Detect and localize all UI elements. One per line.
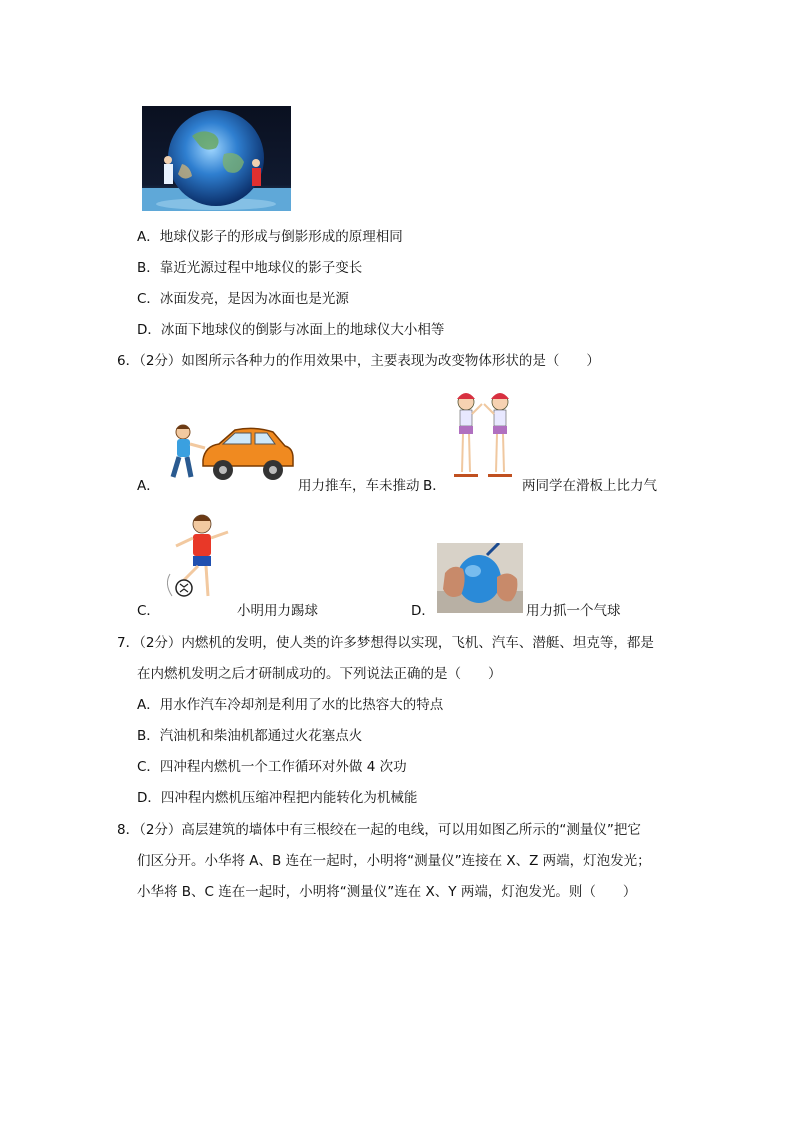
q6-stem: 6．（2分）如图所示各种力的作用效果中，主要表现为改变物体形状的是（ ） [117, 353, 600, 369]
q7-option-d: D．四冲程内燃机压缩冲程把内能转化为机械能 [137, 790, 418, 806]
q8-stem-line1: 8．（2分）高层建筑的墙体中有三根绞在一起的电线，可以用如图乙所示的“测量仪”把它 [117, 822, 641, 838]
q6-option-c-text: 小明用力踢球 [237, 603, 318, 619]
q6-option-b-text: 两同学在滑板上比力气 [522, 478, 657, 494]
q6-option-a-letter: A． [137, 478, 160, 494]
q7-stem-line2: 在内燃机发明之后才研制成功的。下列说法正确的是（ ） [137, 666, 502, 682]
q6-option-c-letter: C． [137, 603, 160, 619]
skateboard-girls-image [448, 388, 518, 486]
q5-option-a: A．地球仪影子的形成与倒影形成的原理相同 [137, 229, 403, 245]
q6-option-d-letter: D． [411, 603, 435, 619]
q7-option-a: A．用水作汽车冷却剂是利用了水的比热容大的特点 [137, 697, 444, 713]
q8-stem-line2: 们区分开。小华将 A、B 连在一起时，小明将“测量仪”连接在 X、Z 两端，灯泡发光； [137, 853, 651, 869]
q5-option-b: B．靠近光源过程中地球仪的影子变长 [137, 260, 363, 276]
q5-option-c: C．冰面发亮，是因为冰面也是光源 [137, 291, 349, 307]
kick-ball-image [162, 510, 234, 606]
q6-option-b-letter: B． [423, 478, 446, 494]
squeeze-balloon-image [437, 543, 523, 613]
q6-option-a-text: 用力推车，车未推动 [298, 478, 420, 494]
q6-option-d-text: 用力抓一个气球 [526, 603, 621, 619]
push-car-image [165, 420, 295, 486]
q7-option-b: B．汽油机和柴油机都通过火花塞点火 [137, 728, 363, 744]
globe-on-ice-image [142, 106, 291, 211]
q7-option-c: C．四冲程内燃机一个工作循环对外做 4 次功 [137, 759, 407, 775]
q7-stem-line1: 7．（2分）内燃机的发明，使人类的许多梦想得以实现，飞机、汽车、潜艇、坦克等，都是 [117, 635, 654, 651]
q8-stem-line3: 小华将 B、C 连在一起时，小明将“测量仪”连在 X、Y 两端，灯泡发光。则（ ） [137, 884, 637, 900]
q5-option-d: D．冰面下地球仪的倒影与冰面上的地球仪大小相等 [137, 322, 445, 338]
